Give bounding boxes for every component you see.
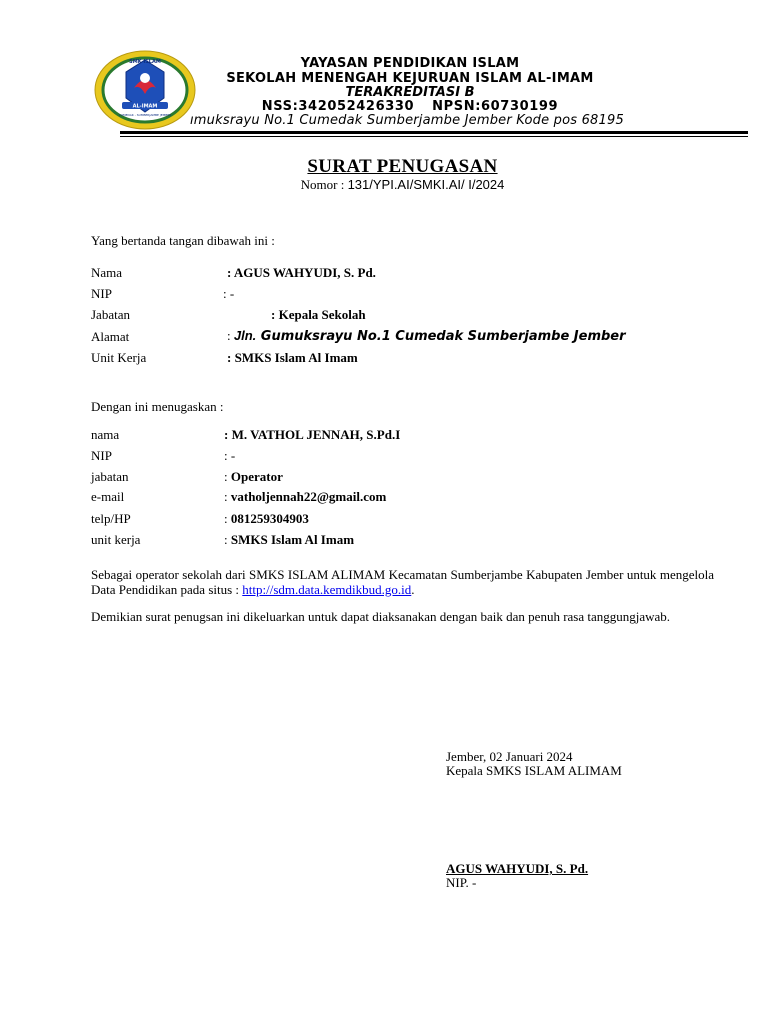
intro-text: Yang bertanda tangan dibawah ini : [91, 233, 275, 248]
letterhead-rule-thick [120, 131, 748, 134]
alamat-prefix: : [227, 328, 234, 343]
signature-nip: NIP. - [446, 875, 477, 890]
assignee-jabatan-value [224, 469, 283, 485]
unit-text: SMKS Islam Al Imam [230, 532, 355, 547]
signature-position: Kepala SMKS ISLAM ALIMAM [446, 763, 622, 778]
assignee-nama-value: : M. VATHOL JENNAH, S.Pd.I [224, 427, 401, 442]
assignee-nip-label: NIP [91, 448, 112, 463]
p1-end: . [411, 582, 415, 597]
letterhead-school: SEKOLAH MENENGAH KEJURUAN ISLAM AL-IMAM [226, 71, 594, 86]
letter-title: SURAT PENUGASAN [307, 156, 498, 177]
letterhead-address: ımuksrayu No.1 Cumedak Sumberjambe Jember Kode pos 68195 [190, 113, 624, 128]
telp-prefix: : [224, 511, 231, 526]
unit-prefix: : [224, 532, 231, 547]
assignee-telp-label: telp/HP [91, 511, 131, 526]
letter-number [0, 177, 768, 193]
nomor-value: 131/YPI.AI/SMKI.AI/ I/2024 [347, 177, 505, 192]
alamat-text: Gumuksrayu No.1 Cumedak Sumberjambe Jember [256, 329, 626, 344]
signer-unit-label: Unit Kerja [91, 350, 147, 365]
telp-text: 081259304903 [230, 511, 309, 526]
assignee-email-label: e-mail [91, 489, 125, 504]
assignee-nip-value: : - [224, 448, 236, 463]
p1-text: Sebagai operator sekolah dari SMKS ISLAM ALIMAM Kecamatan Sumberjambe Kabupaten Jember untuk mengelola Data Pendidikan pada situs : [91, 567, 714, 597]
email-text: vatholjennah22@gmail.com [230, 489, 387, 504]
jabatan-text: Operator [230, 469, 283, 484]
letterhead-nss: NSS:342052426330 [261, 99, 415, 114]
signer-alamat-value [227, 328, 626, 344]
sdm-link[interactable]: http://sdm.data.kemdikbud.go.id [242, 582, 412, 597]
signer-jabatan-value: : Kepala Sekolah [271, 307, 366, 322]
assignee-nama-label: nama [91, 427, 120, 442]
body-paragraph-1 [91, 567, 714, 597]
body-paragraph-2: Demikian surat penugsan ini dikeluarkan untuk dapat diaksanakan dengan baik dan penuh rasa tanggungjawab. [91, 609, 671, 624]
logo-band-text: AL-IMAM [132, 103, 158, 110]
assignee-email-value [224, 489, 386, 505]
letterhead-rule-thin [120, 136, 748, 137]
email-prefix: : [224, 489, 231, 504]
assign-intro-text: Dengan ini menugaskan : [91, 399, 224, 414]
assignee-unit-value [224, 532, 354, 548]
signer-nip-label: NIP [91, 286, 112, 301]
assignee-telp-value [224, 511, 309, 527]
signer-alamat-label: Alamat [91, 329, 130, 344]
letterhead-npsn: NPSN:60730199 [432, 99, 559, 114]
letterhead-accreditation: TERAKREDITASI B [345, 85, 475, 100]
logo-top-text: SMK ISLAM [129, 59, 161, 65]
alamat-jln: Jln. [233, 328, 257, 343]
signature-name: AGUS WAHYUDI, S. Pd. [446, 861, 589, 876]
assignee-jabatan-label: jabatan [91, 469, 129, 484]
assignee-unit-label: unit kerja [91, 532, 141, 547]
logo-bottom-text: CUMEDAK - SUMBERJAMBE JEMBER [118, 113, 172, 117]
jabatan-prefix: : [224, 469, 231, 484]
signer-nama-value: : AGUS WAHYUDI, S. Pd. [227, 265, 376, 280]
signer-nip-value: : - [223, 286, 235, 301]
signer-jabatan-label: Jabatan [91, 307, 130, 322]
letterhead-foundation: YAYASAN PENDIDIKAN ISLAM [300, 56, 520, 71]
signature-place-date: Jember, 02 Januari 2024 [446, 749, 573, 764]
nomor-label: Nomor : [300, 177, 345, 192]
signer-unit-value: : SMKS Islam Al Imam [227, 350, 358, 365]
letterhead-ids [150, 99, 670, 114]
signer-nama-label: Nama [91, 265, 123, 280]
